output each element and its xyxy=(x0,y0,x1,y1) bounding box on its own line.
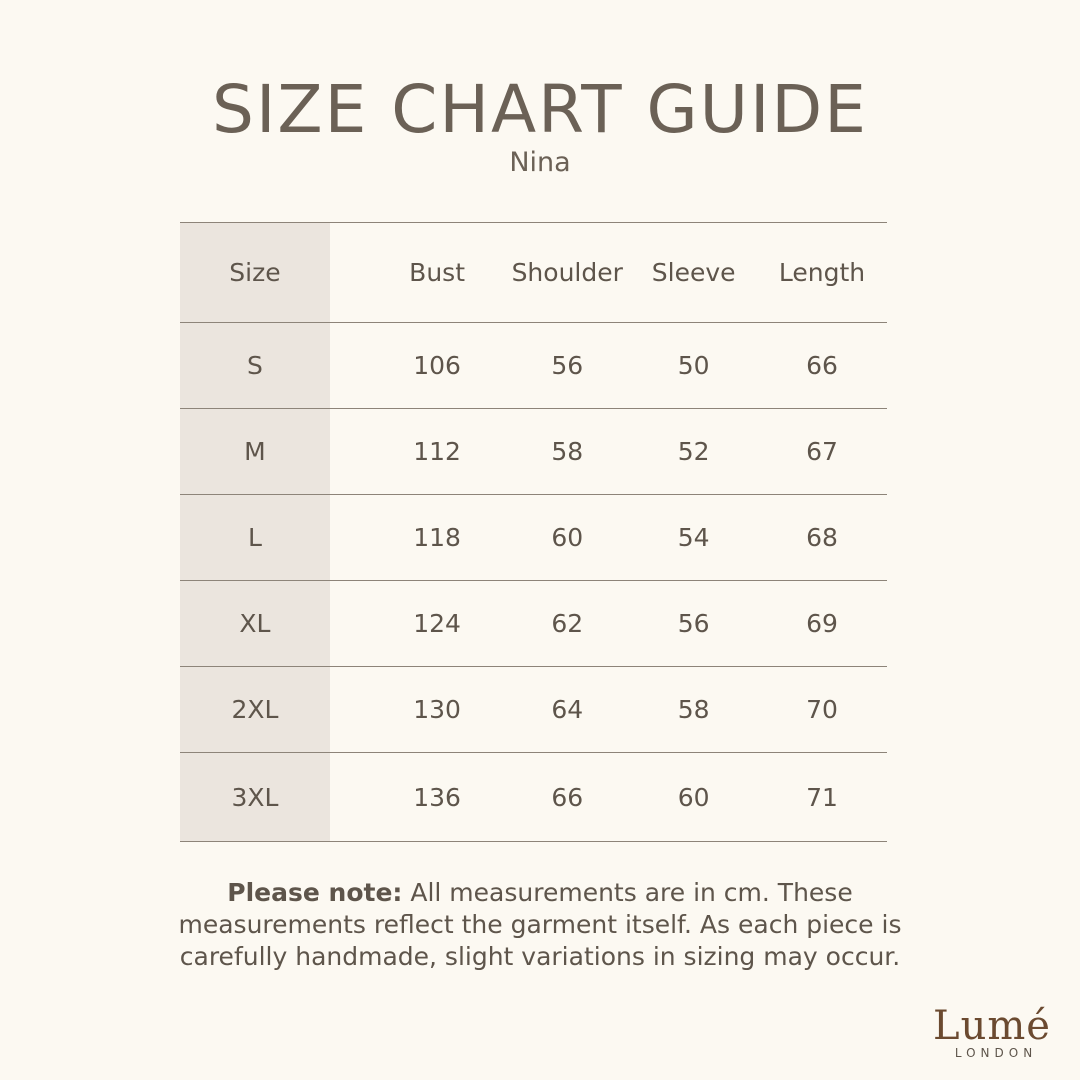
cell-size: M xyxy=(180,409,330,495)
cell-length: 68 xyxy=(806,523,838,552)
cell-sleeve: 56 xyxy=(677,609,710,638)
note-text: All measurements are in cm. These measurements reflect the garment itself. As each piece is carefully handmade, slight variations in sizing may occur. xyxy=(178,878,902,971)
table-row xyxy=(180,323,887,409)
table-header-row xyxy=(180,223,887,323)
cell-size: S xyxy=(180,323,330,409)
cell-size: L xyxy=(180,495,330,581)
cell-bust: 124 xyxy=(413,609,461,638)
cell-length: 69 xyxy=(806,609,838,638)
size-chart-table xyxy=(180,222,887,842)
table-row xyxy=(180,409,887,495)
measurement-note xyxy=(150,877,930,973)
cell-bust: 118 xyxy=(413,523,461,552)
cell-shoulder: 60 xyxy=(551,523,584,552)
note-label: Please note: xyxy=(227,878,403,907)
cell-sleeve: 60 xyxy=(677,782,710,812)
cell-shoulder: 66 xyxy=(551,782,584,812)
header-shoulder: Shoulder xyxy=(511,258,623,287)
logo-wordmark: Lumé xyxy=(933,1003,1051,1049)
cell-bust: 136 xyxy=(413,782,461,812)
cell-sleeve: 54 xyxy=(677,523,710,552)
cell-size: 3XL xyxy=(180,753,330,842)
cell-size: 2XL xyxy=(180,667,330,753)
cell-shoulder: 62 xyxy=(551,609,584,638)
cell-bust: 130 xyxy=(413,695,461,724)
cell-length: 70 xyxy=(806,695,838,724)
table-row xyxy=(180,667,887,753)
header-size: Size xyxy=(180,223,330,323)
page-title: SIZE CHART GUIDE xyxy=(212,71,868,148)
header-sleeve: Sleeve xyxy=(651,258,736,287)
table-row xyxy=(180,753,887,842)
cell-sleeve: 58 xyxy=(677,695,710,724)
cell-length: 67 xyxy=(806,437,838,466)
product-name: Nina xyxy=(509,147,571,178)
header-bust: Bust xyxy=(409,258,465,287)
logo-location: LONDON xyxy=(954,1046,1038,1060)
cell-shoulder: 56 xyxy=(551,351,584,380)
table-row xyxy=(180,495,887,581)
cell-sleeve: 52 xyxy=(677,437,710,466)
cell-bust: 106 xyxy=(413,351,461,380)
cell-sleeve: 50 xyxy=(677,351,710,380)
brand-logo xyxy=(912,1002,1072,1060)
cell-length: 71 xyxy=(806,782,838,812)
cell-size: XL xyxy=(180,581,330,667)
cell-length: 66 xyxy=(806,351,838,380)
table-row xyxy=(180,581,887,667)
cell-shoulder: 64 xyxy=(551,695,584,724)
cell-shoulder: 58 xyxy=(551,437,584,466)
cell-bust: 112 xyxy=(413,437,461,466)
header-length: Length xyxy=(778,258,866,287)
